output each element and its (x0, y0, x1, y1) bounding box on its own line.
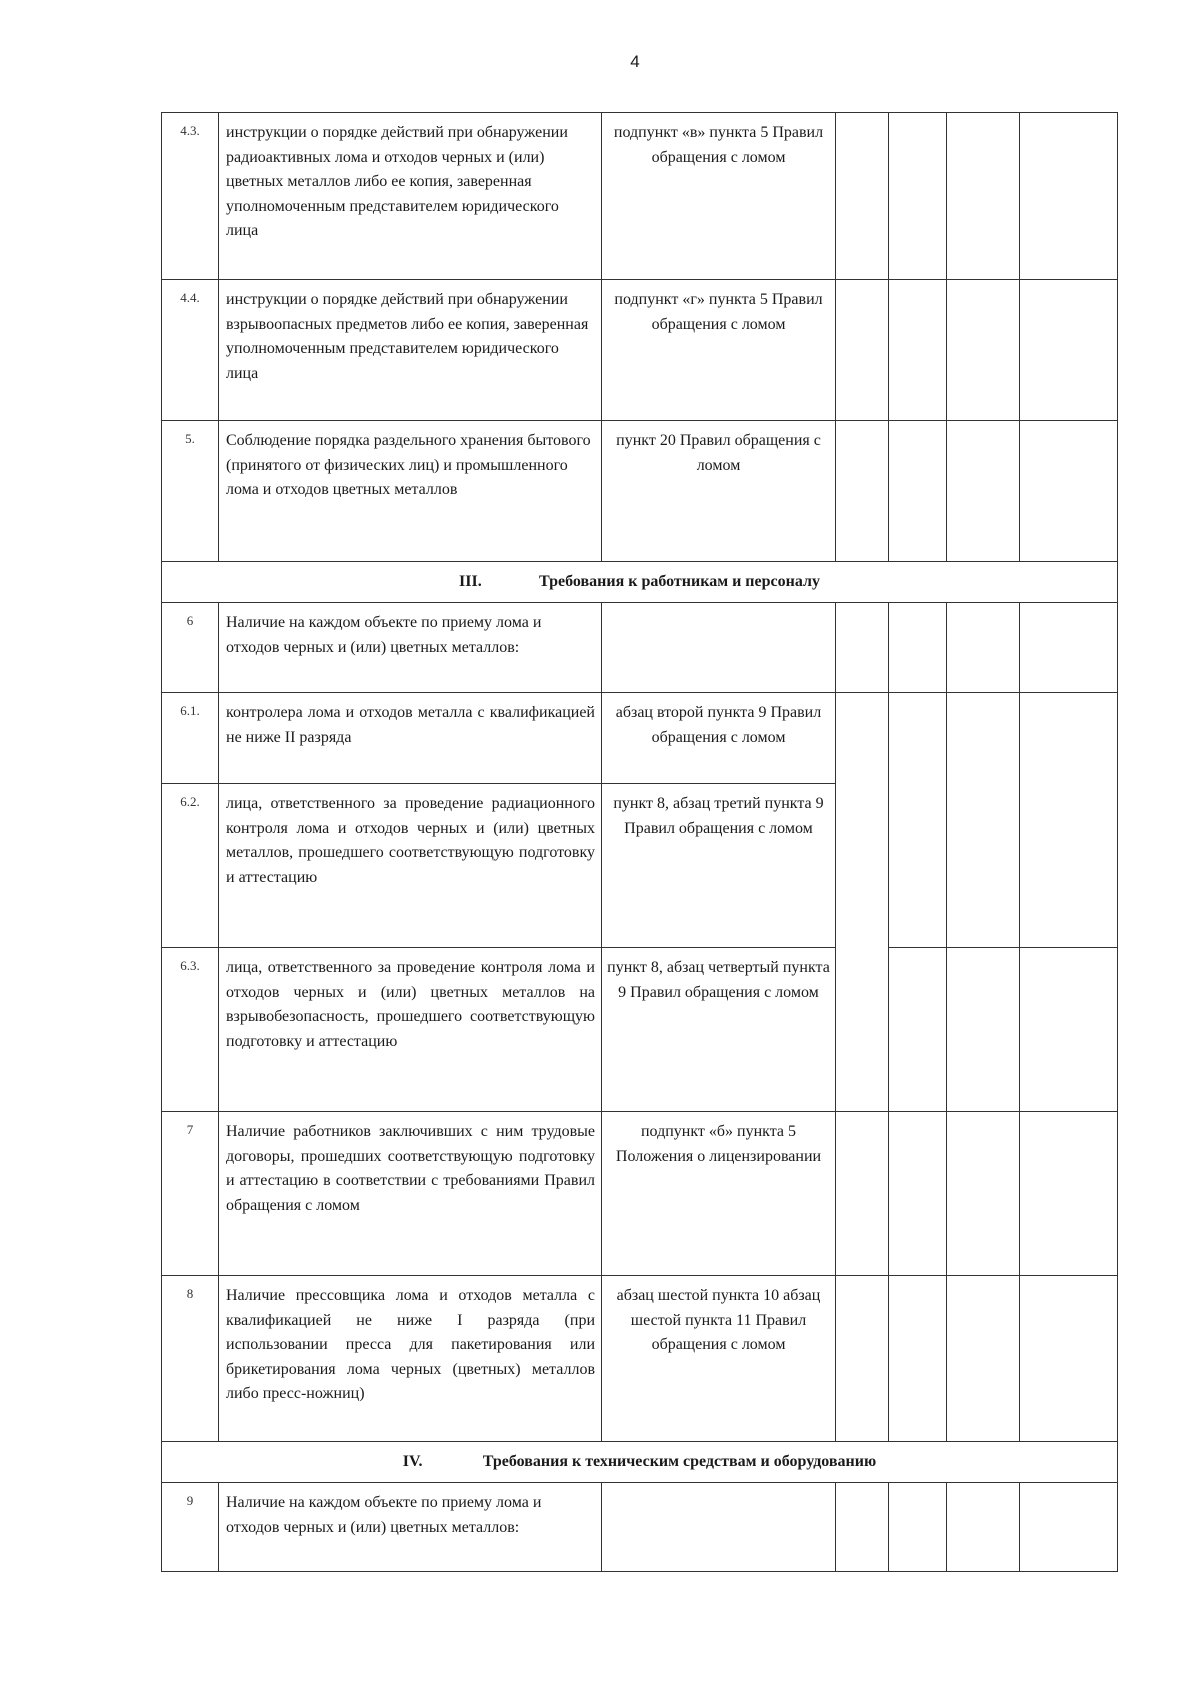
section-header-row (162, 562, 1118, 603)
table-row (162, 421, 1118, 562)
answer-cell (947, 113, 1020, 280)
answer-cell (889, 1276, 947, 1442)
legal-reference (602, 603, 836, 693)
requirement-text: Наличие работников заключивших с ним трудовые договоры, прошедших соответствующую подготовку и аттестацию в соответствии с требованиями Правил обращения с ломом (219, 1112, 602, 1276)
answer-cell (1020, 421, 1118, 562)
answer-cell (947, 280, 1020, 421)
requirement-text: лица, ответственного за проведение контроля лома и отходов черных и (или) цветных металлов на взрывобезопасность, прошедшего соответствующую подготовку и аттестацию (219, 948, 602, 1112)
answer-cell (889, 948, 947, 1112)
requirement-text: Наличие на каждом объекте по приему лома и отходов черных и (или) цветных металлов: (219, 1483, 602, 1572)
row-number: 9 (162, 1483, 219, 1572)
requirement-text: инструкции о порядке действий при обнаружении радиоактивных лома и отходов черных и (или) цветных металлов либо ее копия, заверенная уполномоченным представителем юридического лица (219, 113, 602, 280)
row-number: 6.2. (162, 784, 219, 948)
answer-cell (947, 1276, 1020, 1442)
section-title: Требования к техническим средствам и оборудованию (482, 1453, 877, 1470)
table-row (162, 280, 1118, 421)
requirement-text: инструкции о порядке действий при обнаружении взрывоопасных предметов либо ее копия, заверенная уполномоченным представителем юридического лица (219, 280, 602, 421)
row-number: 4.4. (162, 280, 219, 421)
answer-cell (1020, 948, 1118, 1112)
table-row (162, 603, 1118, 693)
section-header (162, 1442, 1118, 1483)
answer-cell (947, 693, 1020, 948)
legal-reference: пункт 8, абзац третий пункта 9 Правил обращения с ломом (602, 784, 836, 948)
section-title: Требования к работникам и персоналу (539, 573, 820, 590)
requirements-table (161, 112, 1118, 1572)
answer-cell (1020, 113, 1118, 280)
requirement-text: контролера лома и отходов металла с квалификацией не ниже II разряда (219, 693, 602, 784)
table-row (162, 948, 1118, 1112)
answer-cell (889, 421, 947, 562)
answer-cell (836, 1112, 889, 1276)
answer-cell (1020, 1276, 1118, 1442)
answer-cell (889, 1483, 947, 1572)
legal-reference: подпункт «в» пункта 5 Правил обращения с ломом (602, 113, 836, 280)
section-header (162, 562, 1118, 603)
answer-cell (889, 113, 947, 280)
row-number: 4.3. (162, 113, 219, 280)
requirement-text: Наличие на каждом объекте по приему лома и отходов черных и (или) цветных металлов: (219, 603, 602, 693)
row-number: 7 (162, 1112, 219, 1276)
answer-cell (1020, 693, 1118, 948)
row-number: 6.3. (162, 948, 219, 1112)
answer-cell (889, 693, 947, 948)
requirement-text: Соблюдение порядка раздельного хранения бытового (принятого от физических лиц) и промышленного лома и отходов цветных металлов (219, 421, 602, 562)
row-number: 5. (162, 421, 219, 562)
legal-reference: абзац второй пункта 9 Правил обращения с ломом (602, 693, 836, 784)
answer-cell (947, 1483, 1020, 1572)
row-number: 6.1. (162, 693, 219, 784)
row-number: 8 (162, 1276, 219, 1442)
requirement-text: лица, ответственного за проведение радиационного контроля лома и отходов черных и (или) цветных металлов, прошедшего соответствующую подготовку и аттестацию (219, 784, 602, 948)
section-number: IV. (402, 1453, 423, 1470)
section-header-row (162, 1442, 1118, 1483)
answer-cell (947, 948, 1020, 1112)
answer-cell (836, 421, 889, 562)
answer-cell (889, 280, 947, 421)
answer-cell (1020, 1112, 1118, 1276)
legal-reference: подпункт «г» пункта 5 Правил обращения с ломом (602, 280, 836, 421)
requirement-text: Наличие прессовщика лома и отходов металла с квалификацией не ниже I разряда (при использовании пресса для пакетирования или брикетирования лома черных (цветных) металлов либо пресс-ножниц) (219, 1276, 602, 1442)
answer-cell (1020, 1483, 1118, 1572)
table-row (162, 1112, 1118, 1276)
page-number: 4 (630, 52, 640, 71)
answer-cell (836, 280, 889, 421)
answer-cell (836, 693, 889, 1112)
answer-cell (836, 1483, 889, 1572)
legal-reference: пункт 8, абзац четвертый пункта 9 Правил обращения с ломом (602, 948, 836, 1112)
table-row (162, 1483, 1118, 1572)
answer-cell (947, 603, 1020, 693)
answer-cell (947, 421, 1020, 562)
answer-cell (889, 1112, 947, 1276)
table-row (162, 113, 1118, 280)
table-row (162, 693, 1118, 784)
answer-cell (836, 113, 889, 280)
answer-cell (836, 603, 889, 693)
answer-cell (1020, 280, 1118, 421)
legal-reference (602, 1483, 836, 1572)
answer-cell (947, 1112, 1020, 1276)
legal-reference: подпункт «б» пункта 5 Положения о лицензировании (602, 1112, 836, 1276)
answer-cell (889, 603, 947, 693)
table-row (162, 1276, 1118, 1442)
answer-cell (1020, 603, 1118, 693)
section-number: III. (459, 573, 482, 590)
row-number: 6 (162, 603, 219, 693)
legal-reference: пункт 20 Правил обращения с ломом (602, 421, 836, 562)
answer-cell (836, 1276, 889, 1442)
legal-reference: абзац шестой пункта 10 абзац шестой пункта 11 Правил обращения с ломом (602, 1276, 836, 1442)
